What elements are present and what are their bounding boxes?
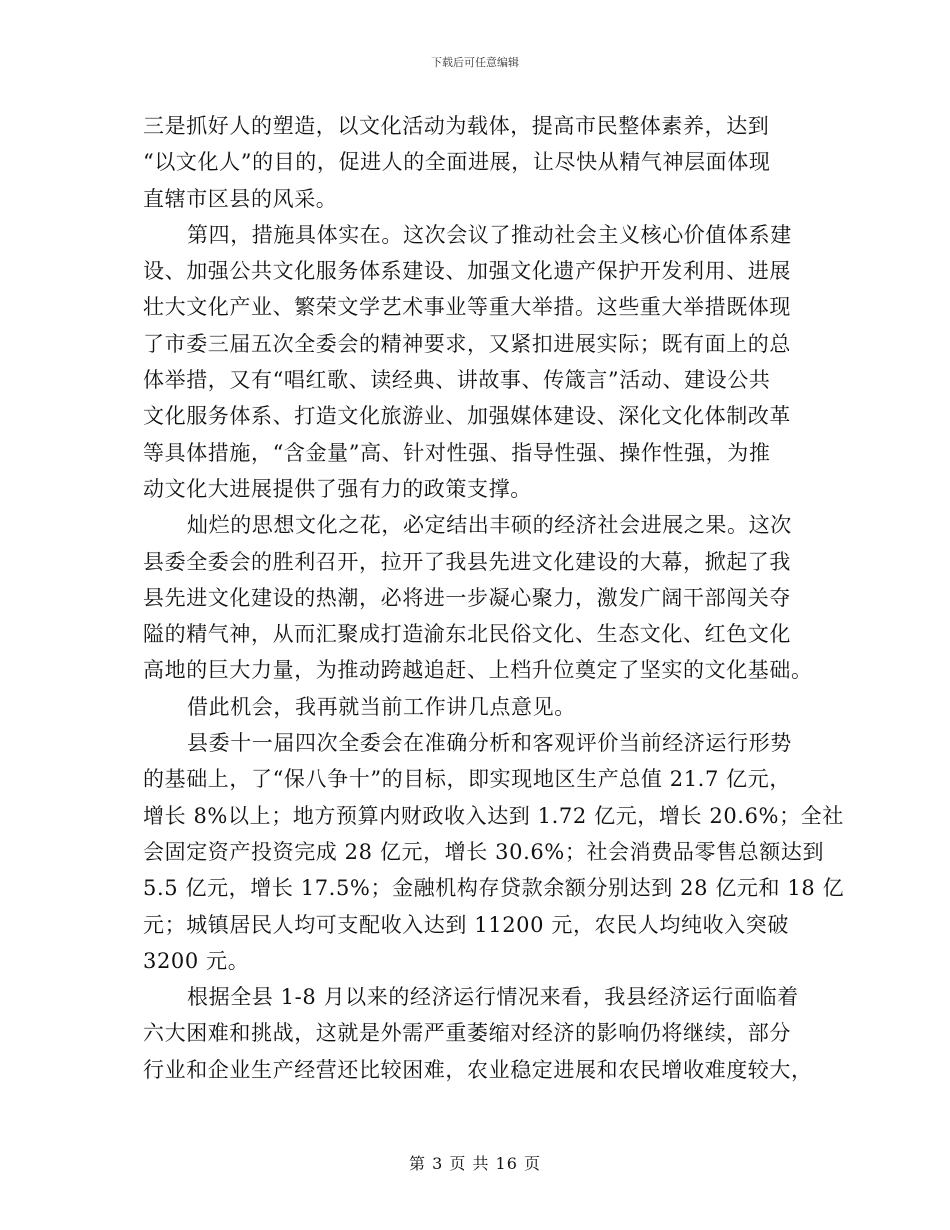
text-line: 行业和企业生产经营还比较困难，农业稳定进展和农民增收难度较大， [143,1057,813,1082]
text-line: 文化服务体系、打造文化旅游业、加强媒体建设、深化文化体制改革 [143,404,791,429]
text-line: 隘的精气神，从而汇聚成打造渝东北民俗文化、生态文化、红色文化 [143,622,791,647]
text-line: “以文化人”的目的，促进人的全面进展，让尽快从精气神层面体现 [143,150,771,175]
text-line: 元；城镇居民人均可支配收入达到 11200 元，农民人均纯收入突破 [143,912,789,937]
text-line: 5.5 亿元，增长 17.5%；金融机构存贷款余额分别达到 28 亿元和 18 亿 [143,876,845,901]
text-line: 县委十一届四次全委会在准确分析和客观评价当前经济运行形势 [187,731,792,756]
text-line: 灿烂的思想文化之花，必定结出丰硕的经济社会进展之果。这次 [187,513,792,538]
page-number-footer: 第 3 页 共 16 页 [409,1154,541,1173]
page-header: 下载后可任意编辑 [431,56,519,69]
text-line: 县委全委会的胜利召开，拉开了我县先进文化建设的大幕，掀起了我 [143,549,791,574]
text-line: 等具体措施，“含金量”高、针对性强、指导性强、操作性强，为推 [143,440,771,465]
text-line: 三是抓好人的塑造，以文化活动为载体，提高市民整体素养，达到 [143,114,770,138]
text-line: 根据全县 1-8 月以来的经济运行情况来看，我县经济运行面临着 [187,985,799,1010]
text-line: 六大困难和挑战，这就是外需严重萎缩对经济的影响仍将继续，部分 [143,1021,791,1046]
text-line: 借此机会，我再就当前工作讲几点意见。 [187,694,576,719]
text-line: 体举措，又有“唱红歌、读经典、讲故事、传箴言”活动、建设公共 [143,368,771,393]
text-line: 会固定资产投资完成 28 亿元，增长 30.6%；社会消费品零售总额达到 [143,839,825,864]
text-line: 动文化大进展提供了强有力的政策支撑。 [143,476,532,501]
text-line: 直辖市区县的风采。 [143,186,338,211]
text-line: 的基础上，了“保八争十”的目标，即实现地区生产总值 21.7 亿元， [143,767,791,792]
text-line: 壮大文化产业、繁荣文学艺术事业等重大举措。这些重大举措既体现 [143,295,791,320]
text-line: 增长 8%以上；地方预算内财政收入达到 1.72 亿元，增长 20.6%；全社 [143,803,844,828]
text-line: 3200 元。 [143,948,250,973]
text-line: 高地的巨大力量，为推动跨越追赶、上档升位奠定了坚实的文化基础。 [143,658,813,683]
text-line: 设、加强公共文化服务体系建设、加强文化遗产保护开发利用、进展 [143,259,791,284]
document-body [143,108,845,1088]
text-line: 了市委三届五次全委会的精神要求，又紧扣进展实际；既有面上的总 [143,331,791,356]
text-line: 县先进文化建设的热潮，必将进一步凝心聚力，激发广阔干部闯关夺 [143,585,791,610]
text-line: 第四，措施具体实在。这次会议了推动社会主义核心价值体系建 [187,222,792,247]
